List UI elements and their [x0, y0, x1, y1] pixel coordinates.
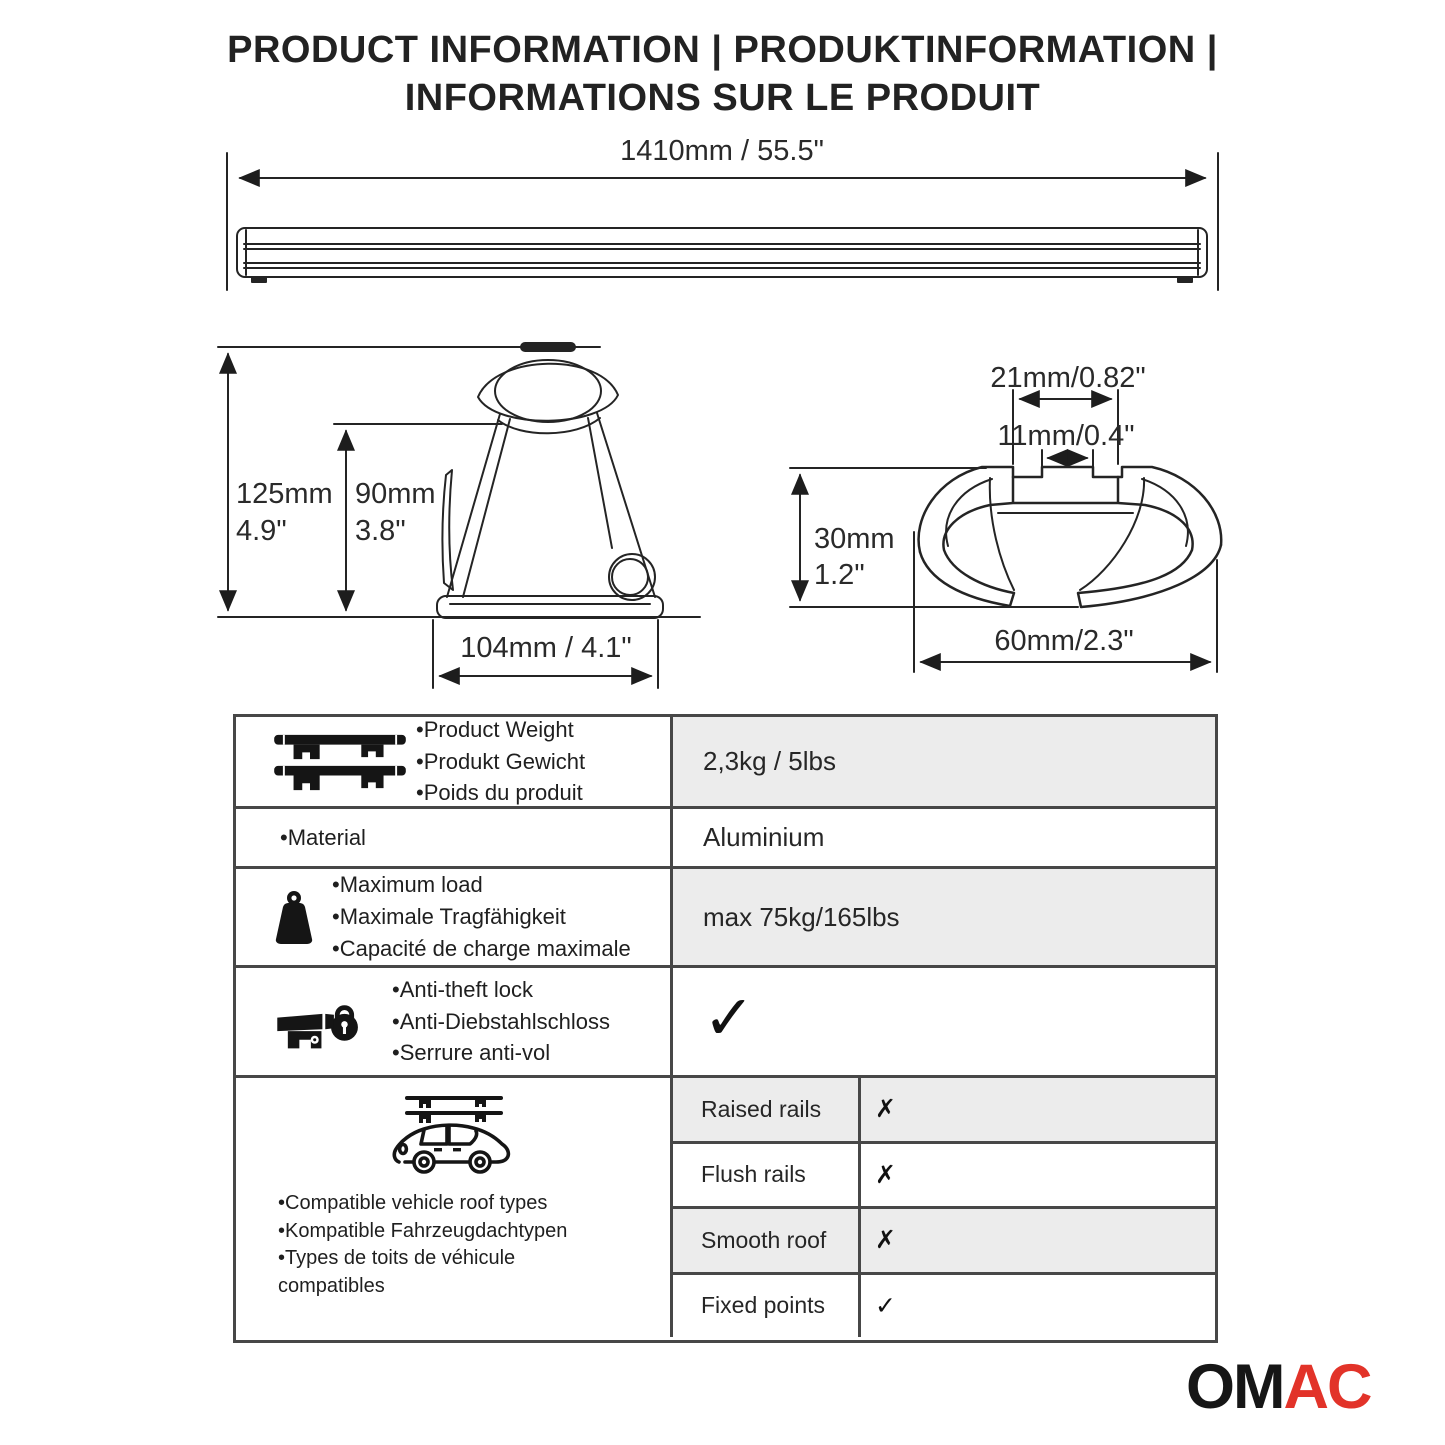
roof-type-mark: ✗: [875, 1095, 896, 1124]
roof-type-name: Smooth roof: [673, 1209, 861, 1272]
roof-types-subtable: [673, 1078, 1215, 1337]
dim-foot-total-in: 4.9": [236, 515, 287, 547]
roof-type-mark: ✗: [875, 1226, 896, 1255]
roof-type-name: Fixed points: [673, 1275, 861, 1338]
spec-value-max-load: max 75kg/165lbs: [673, 869, 1215, 965]
dim-profile-height-in: 1.2": [814, 559, 865, 591]
spec-label: •Maximale Tragfähigkeit: [332, 904, 566, 930]
spec-label: •Product Weight: [416, 716, 574, 742]
crossbar-length-drawing: [227, 153, 1218, 290]
spec-label: •Poids du produit: [416, 780, 583, 806]
roof-type-name: Flush rails: [673, 1144, 861, 1207]
car-with-crossbars-icon: [391, 1096, 516, 1176]
dim-foot-total-mm: 125mm: [236, 478, 333, 510]
dim-profile-channel: 21mm/0.82": [990, 362, 1146, 394]
page-title-line1: PRODUCT INFORMATION | PRODUKTINFORMATION |: [227, 29, 1218, 71]
omac-logo-black: OM: [1186, 1352, 1284, 1422]
spec-label: •Produkt Gewicht: [416, 748, 586, 774]
spec-label: compatibles: [278, 1274, 385, 1297]
omac-logo-red: AC: [1283, 1352, 1371, 1422]
roof-types-label-cell: [236, 1078, 673, 1337]
table-row-max-load: [236, 866, 1215, 965]
spec-label: •Maximum load: [332, 872, 483, 898]
weight-icon: [268, 890, 320, 944]
spec-value-weight: 2,3kg / 5lbs: [673, 717, 1215, 806]
weight-label-cell: [236, 717, 673, 806]
anti-theft-checkmark: ✓: [703, 984, 755, 1053]
table-row-weight: [236, 717, 1215, 806]
spec-label: •Types de toits de véhicule: [278, 1247, 516, 1270]
roof-type-mark: ✓: [875, 1291, 896, 1320]
technical-drawings: [0, 0, 1445, 710]
spec-label: •Kompatible Fahrzeugdachtypen: [278, 1219, 568, 1242]
roof-type-row-smooth-roof: [673, 1206, 1215, 1272]
dim-foot-width: 104mm / 4.1": [460, 632, 632, 664]
table-row-roof-types: [236, 1075, 1215, 1337]
spec-label: •Anti-Diebstahlschloss: [392, 1008, 611, 1034]
spec-table: [233, 714, 1218, 1343]
dim-foot-body-in: 3.8": [355, 515, 406, 547]
spec-label: •Anti-theft lock: [392, 976, 533, 1002]
max-load-label-cell: [236, 869, 673, 965]
spec-label: •Serrure anti-vol: [392, 1040, 551, 1066]
dim-profile-width: 60mm/2.3": [994, 625, 1134, 657]
dim-profile-slot: 11mm/0.4": [997, 420, 1135, 452]
material-label-cell: [236, 809, 673, 866]
roof-type-name: Raised rails: [673, 1078, 861, 1141]
anti-theft-label-cell: [236, 968, 673, 1075]
spec-label: •Capacité de charge maximale: [332, 935, 631, 961]
spec-value-material: Aluminium: [703, 822, 825, 852]
table-row-anti-theft: [236, 965, 1215, 1075]
roof-type-row-flush-rails: [673, 1141, 1215, 1207]
lock-bar-icon: [274, 986, 366, 1058]
crossbars-icon: [272, 732, 408, 792]
roof-type-row-raised-rails: [673, 1078, 1215, 1141]
page-title-line2: INFORMATIONS SUR LE PRODUIT: [404, 77, 1041, 120]
dim-profile-height-mm: 30mm: [814, 523, 895, 555]
dim-foot-body-mm: 90mm: [355, 478, 436, 510]
spec-label: •Material: [280, 824, 366, 850]
dim-bar-length: 1410mm / 55.5": [620, 135, 824, 167]
omac-logo: [1186, 1352, 1371, 1422]
roof-type-row-fixed-points: [673, 1272, 1215, 1338]
roof-type-mark: ✗: [875, 1160, 896, 1189]
table-row-material: [236, 806, 1215, 866]
spec-label: •Compatible vehicle roof types: [278, 1192, 548, 1214]
